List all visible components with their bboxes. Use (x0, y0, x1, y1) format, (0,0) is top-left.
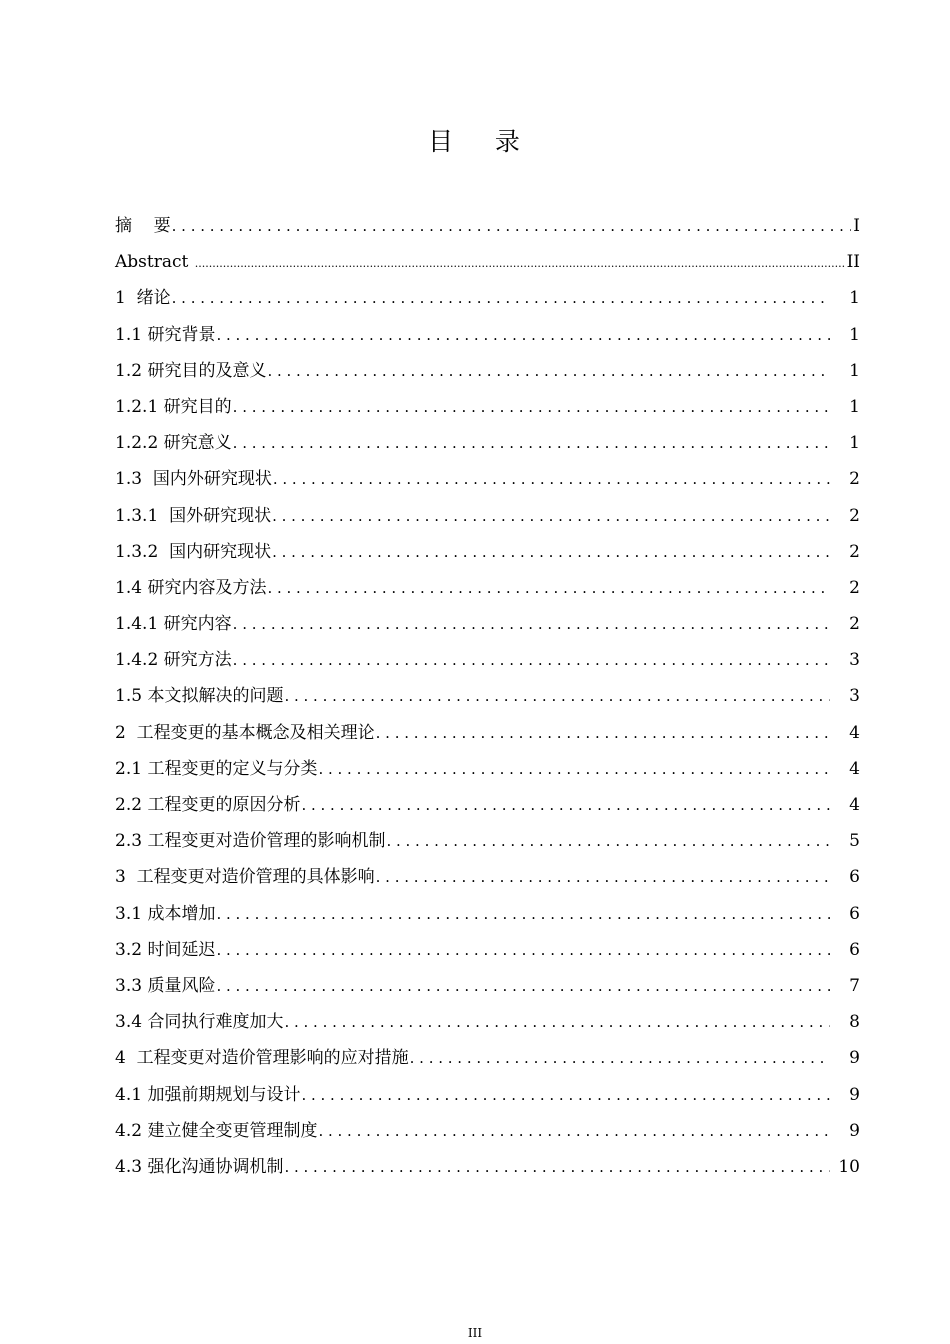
toc-entry-page: 4 (849, 722, 860, 743)
toc-dot-leader (216, 932, 830, 968)
page-title: 目 录 (428, 127, 522, 156)
toc-dot-leader (272, 498, 830, 534)
toc-entry[interactable] (115, 461, 860, 497)
toc-entry-label: 1.4.2 研究方法 (115, 650, 232, 671)
toc-entry[interactable] (115, 1149, 860, 1185)
toc-entry-label: 1.5 本文拟解决的问题 (115, 686, 284, 707)
toc-dot-leader (267, 570, 830, 606)
toc-dot-leader (172, 280, 830, 316)
toc-entry[interactable] (115, 317, 860, 353)
toc-dot-leader (216, 896, 830, 932)
toc-entry-page: 3 (849, 686, 860, 707)
table-of-contents (115, 208, 860, 1185)
toc-entry[interactable] (115, 968, 860, 1004)
toc-entry[interactable] (115, 787, 860, 823)
toc-entry-page: 9 (849, 1048, 860, 1069)
toc-entry-label: 1.3 国内外研究现状 (115, 469, 272, 490)
toc-entry-page: 9 (849, 1084, 860, 1105)
toc-entry[interactable] (115, 1113, 860, 1149)
toc-dot-leader (233, 606, 830, 642)
toc-entry-page: 9 (849, 1120, 860, 1141)
toc-entry-label: 2.3 工程变更对造价管理的影响机制 (115, 831, 386, 852)
toc-dot-leader (284, 1149, 830, 1185)
toc-entry[interactable] (115, 859, 860, 895)
toc-entry-page: 7 (849, 975, 860, 996)
toc-entry-page: 2 (849, 541, 860, 562)
toc-dot-leader (318, 1113, 830, 1149)
toc-dot-leader (284, 1004, 830, 1040)
toc-dot-leader (216, 968, 830, 1004)
toc-dot-leader (233, 389, 830, 425)
toc-entry-label: 1.2.2 研究意义 (115, 433, 232, 454)
toc-entry-abstract-cn[interactable] (115, 208, 860, 244)
toc-entry-label: 2.2 工程变更的原因分析 (115, 795, 301, 815)
toc-entry-label: 3.4 合同执行难度加大 (115, 1012, 284, 1033)
toc-entry-page: 6 (849, 939, 860, 960)
toc-entry-page: 1 (849, 396, 860, 417)
toc-entry-page: 2 (849, 614, 860, 635)
toc-entry[interactable] (115, 678, 860, 714)
toc-dot-leader (273, 461, 830, 497)
toc-entry-page: 3 (849, 650, 860, 671)
toc-dot-leader (318, 751, 830, 787)
toc-dot-leader (301, 1077, 830, 1113)
toc-entry[interactable] (115, 280, 860, 316)
toc-dot-leader (376, 715, 830, 751)
toc-dot-leader (410, 1040, 830, 1076)
toc-dot-leader (172, 208, 852, 244)
toc-dot-leader (301, 787, 830, 823)
toc-entry-label: 1.3.2 国内研究现状 (115, 541, 272, 562)
toc-entry-label: 4 工程变更对造价管理影响的应对措施 (115, 1048, 409, 1069)
toc-entry[interactable] (115, 1004, 860, 1040)
toc-entry[interactable] (115, 425, 860, 461)
toc-dot-leader (233, 425, 830, 461)
toc-entry-abstract-en[interactable] (115, 244, 860, 280)
toc-entry-page: 5 (849, 831, 860, 852)
toc-dot-leader (216, 317, 830, 353)
toc-entry-label: 3.3 质量风险 (115, 975, 216, 996)
toc-entry-label: 1.3.1 国外研究现状 (115, 505, 272, 526)
toc-entry-label: 1.2 研究目的及意义 (115, 360, 267, 381)
toc-entry-label: 1.2.1 研究目的 (115, 396, 232, 417)
toc-dot-leader (284, 678, 830, 714)
toc-entry-label: 1.4 研究内容及方法 (115, 577, 267, 598)
toc-dot-leader (386, 823, 830, 859)
toc-entry[interactable] (115, 498, 860, 534)
toc-entry-page: II (846, 252, 860, 273)
toc-entry[interactable] (115, 896, 860, 932)
toc-entry-page: 4 (849, 795, 860, 815)
toc-entry-page: 6 (849, 903, 860, 924)
toc-dot-leader (376, 859, 830, 895)
toc-entry-label: 3 工程变更对造价管理的具体影响 (115, 867, 375, 888)
toc-entry[interactable] (115, 932, 860, 968)
toc-entry[interactable] (115, 715, 860, 751)
toc-entry[interactable] (115, 823, 860, 859)
toc-dot-leader (195, 246, 845, 282)
toc-entry-label: 3.1 成本增加 (115, 903, 216, 924)
toc-entry-page: 1 (849, 288, 860, 309)
toc-entry-label: 4.1 加强前期规划与设计 (115, 1084, 301, 1105)
toc-entry-page: 1 (849, 433, 860, 454)
toc-entry-page: 8 (849, 1012, 860, 1033)
toc-entry-page: 1 (849, 360, 860, 381)
toc-entry[interactable] (115, 642, 860, 678)
toc-entry[interactable] (115, 570, 860, 606)
toc-entry-label: 4.2 建立健全变更管理制度 (115, 1120, 318, 1141)
toc-entry-page: 2 (849, 505, 860, 526)
toc-entry-label: 摘 要 (115, 216, 171, 236)
toc-entry-label: 1.4.1 研究内容 (115, 614, 232, 635)
toc-dot-leader (272, 534, 830, 570)
toc-entry-page: 4 (849, 758, 860, 779)
toc-entry[interactable] (115, 751, 860, 787)
toc-entry[interactable] (115, 1077, 860, 1113)
toc-entry-label: 1 绪论 (115, 288, 171, 309)
toc-entry-label: Abstract (115, 252, 194, 273)
toc-entry-page: I (853, 216, 860, 236)
footer-page-number: III (467, 1326, 483, 1340)
toc-entry[interactable] (115, 1040, 860, 1076)
toc-dot-leader (233, 642, 830, 678)
toc-dot-leader (267, 353, 830, 389)
toc-entry[interactable] (115, 353, 860, 389)
toc-entry-label: 4.3 强化沟通协调机制 (115, 1156, 284, 1177)
toc-entry-page: 10 (838, 1156, 860, 1177)
toc-entry[interactable] (115, 534, 860, 570)
toc-entry-page: 1 (849, 324, 860, 345)
toc-entry-label: 2.1 工程变更的定义与分类 (115, 758, 318, 779)
toc-entry-page: 6 (849, 867, 860, 888)
toc-entry-page: 2 (849, 469, 860, 490)
toc-entry-label: 1.1 研究背景 (115, 324, 216, 345)
toc-entry-label: 3.2 时间延迟 (115, 939, 216, 960)
toc-entry[interactable] (115, 606, 860, 642)
toc-entry[interactable] (115, 389, 860, 425)
toc-entry-label: 2 工程变更的基本概念及相关理论 (115, 722, 375, 743)
toc-entry-page: 2 (849, 577, 860, 598)
